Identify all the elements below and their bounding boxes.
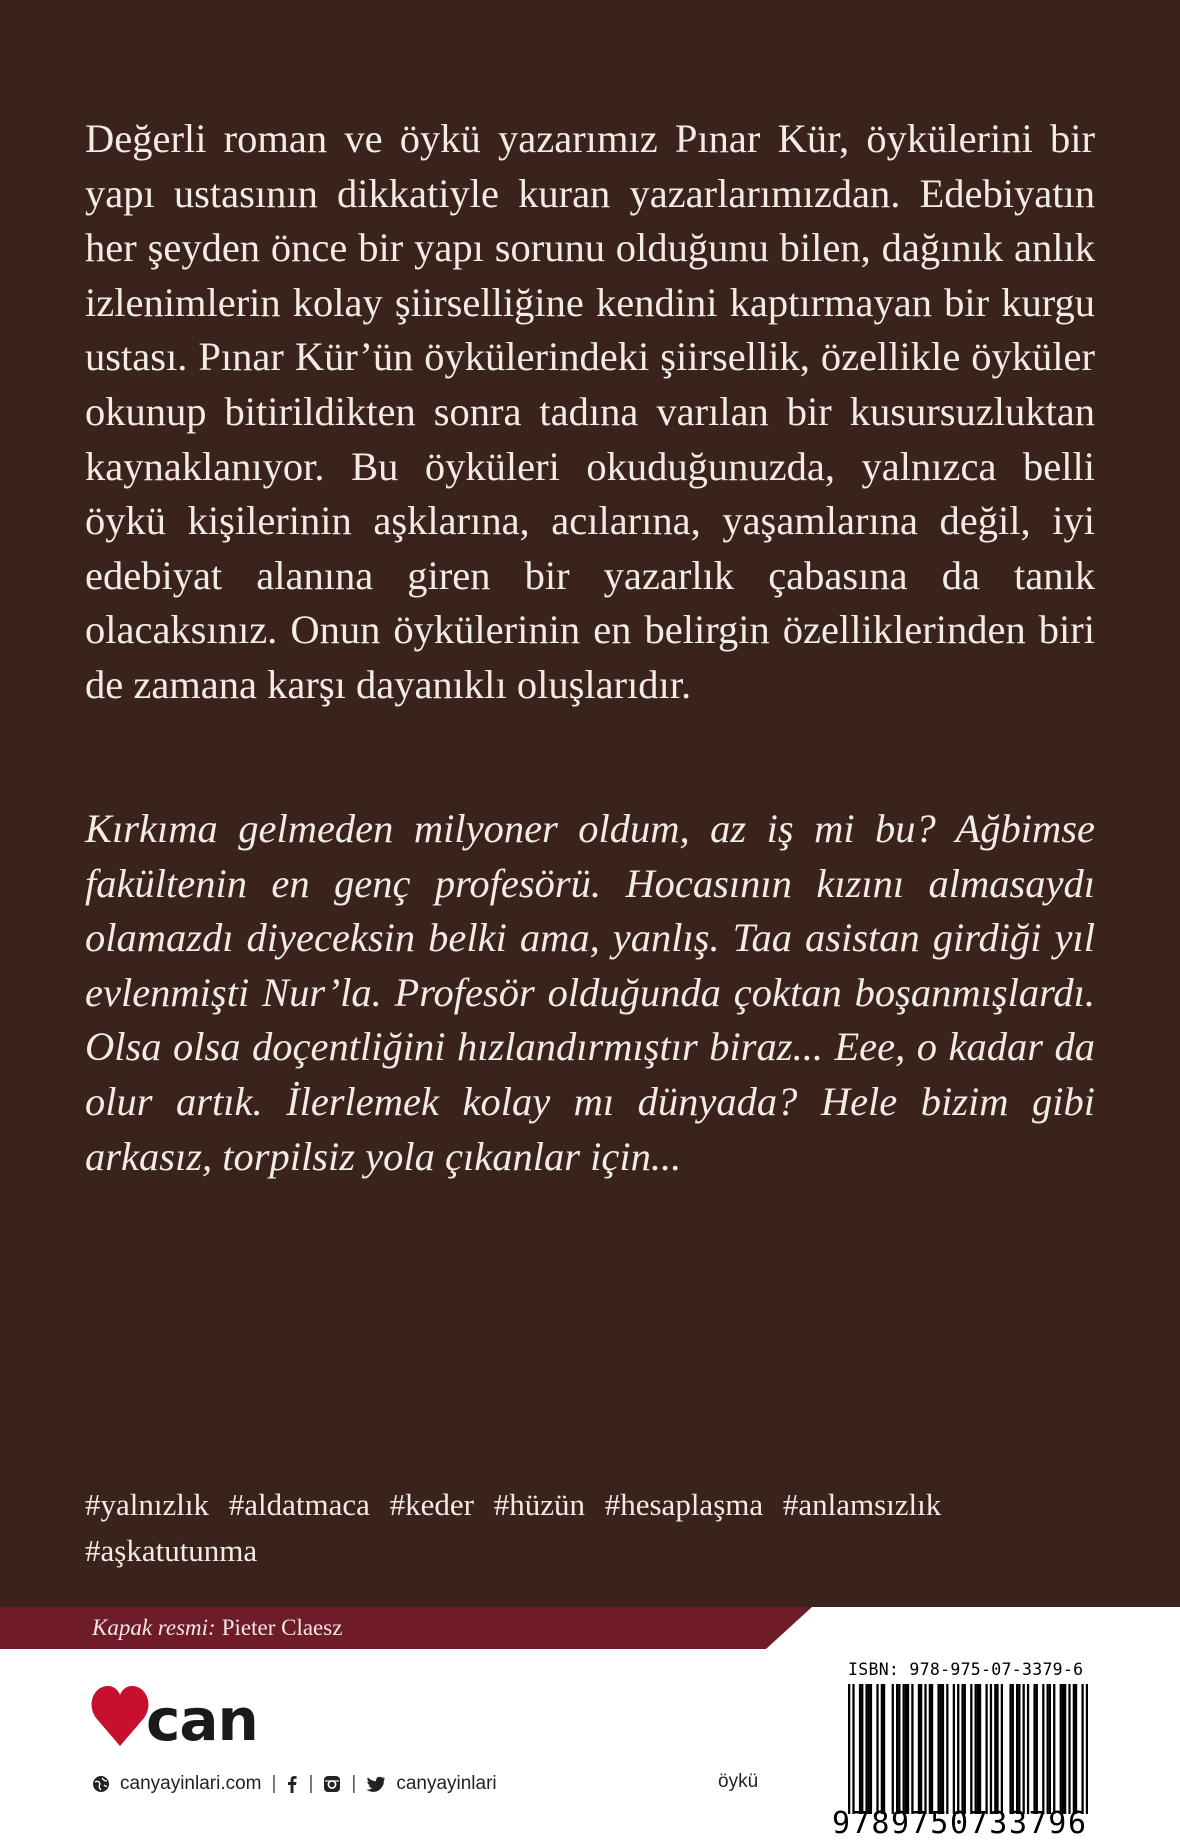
barcode-bar — [957, 1684, 959, 1814]
barcode-bar — [979, 1684, 981, 1814]
hashtag: #yalnızlık — [85, 1487, 209, 1522]
barcode-bar — [977, 1684, 979, 1814]
barcode-bar — [937, 1684, 939, 1814]
barcode-bar — [929, 1684, 931, 1814]
publisher-links — [92, 1769, 497, 1799]
barcode-bar — [848, 1684, 850, 1814]
excerpt-paragraph: Kırkıma gelmeden milyoner oldum, az iş mi bu? Ağbimse fakültenin en genç profesörü. Hocasının kızını almasaydı olamazdı diyeceksin belki ama, yanlış. Taa asistan girdiği yıl evlenmişti Nur’la. Profesör olduğunda çoktan boşanmışlardı. Olsa olsa doçentliğini hızlandırmıştır biraz... Eee, o kadar da olur artık. İlerlemek kolay mı dünyada? Hele bizim gibi arkasız, torpilsiz yola çıkanlar için... — [85, 806, 1095, 1179]
barcode-bar — [903, 1684, 905, 1814]
barcode-bar — [1086, 1684, 1088, 1814]
barcode-bar — [859, 1684, 861, 1814]
barcode-bar — [1036, 1684, 1038, 1814]
genre-label: öykü — [718, 1771, 759, 1792]
barcode-bar — [1053, 1684, 1055, 1814]
hashtag: #hüzün — [493, 1487, 585, 1522]
barcode-bar — [953, 1684, 955, 1814]
barcode-bar — [907, 1684, 909, 1814]
barcode-bar — [911, 1684, 913, 1814]
barcode-bar — [1012, 1684, 1014, 1814]
barcode-bar — [892, 1684, 894, 1814]
barcode-bar — [905, 1684, 907, 1814]
hashtag: #aşkatutunma — [85, 1533, 258, 1568]
barcode-bar — [924, 1684, 926, 1814]
can-logo[interactable] — [90, 1680, 290, 1750]
isbn-digits: 9789750733796 — [832, 1806, 1088, 1841]
barcode-bar — [946, 1684, 948, 1814]
barcode-bar — [1049, 1684, 1051, 1814]
barcode-bar — [1068, 1684, 1070, 1814]
barcode-bar — [994, 1684, 996, 1814]
hashtag: #anlamsızlık — [782, 1487, 942, 1522]
twitter-icon[interactable] — [366, 1776, 386, 1793]
separator: | — [271, 1773, 277, 1794]
barcode-bar — [996, 1684, 998, 1814]
globe-icon — [92, 1775, 110, 1793]
hashtag: #hesaplaşma — [604, 1487, 764, 1522]
barcode-bar — [964, 1684, 966, 1814]
instagram-icon[interactable] — [323, 1775, 341, 1793]
heart-icon — [92, 1686, 149, 1746]
isbn-label: ISBN: 978-975-07-3379-6 — [848, 1660, 1084, 1679]
barcode-bar — [881, 1684, 883, 1814]
barcode-bar — [883, 1684, 885, 1814]
blurb-paragraph: Değerli roman ve öykü yazarımız Pınar Kür, öykülerini bir yapı ustasının dikkatiyle kuran yazarlarımızdan. Edebiyatın her şeyden önce bir yapı sorunu olduğunu bilen, dağınık anlık izlenimlerin kolay şiirselliğine kendini kaptırmayan bir kurgu ustası. Pınar Kür’ün öykülerindeki şiirsellik, özellikle öyküler okunup bitirildikten sonra tadına varılan bir kusursuzluktan kaynaklanıyor. Bu öyküleri okuduğunuzda, yalnızca belli öykü kişilerinin aşklarına, acılarına, yaşamlarına değil, iyi edebiyat alanına giren bir yazarlık çabasına da tanık olacaksınız. Onun öykülerinin en belirgin özelliklerinden biri de zamana karşı dayanıklı oluşlarıdır. — [85, 116, 1095, 707]
barcode-bar — [852, 1684, 854, 1814]
credit-artist: Pieter Claesz — [221, 1615, 343, 1640]
barcode-bar — [1064, 1684, 1066, 1814]
barcode-bar — [865, 1684, 867, 1814]
barcode-bar — [868, 1684, 870, 1814]
barcode-bar — [1027, 1684, 1029, 1814]
barcode-bar — [1062, 1684, 1064, 1814]
separator: | — [308, 1773, 314, 1794]
barcode-bar — [1047, 1684, 1049, 1814]
barcode-bar — [1009, 1684, 1011, 1814]
hashtag: #keder — [389, 1487, 474, 1522]
barcode-bar — [896, 1684, 898, 1814]
logo-wordmark: can — [146, 1686, 258, 1750]
hashtag-list — [85, 1482, 1095, 1574]
barcode-bar — [1001, 1684, 1003, 1814]
credit-label: Kapak resmi: — [92, 1615, 216, 1640]
barcode-bar — [1016, 1684, 1018, 1814]
barcode-bar — [1042, 1684, 1044, 1814]
barcode-bar — [970, 1684, 972, 1814]
barcode-bar — [1081, 1684, 1083, 1814]
barcode-bar — [918, 1684, 920, 1814]
barcode-bar — [975, 1684, 977, 1814]
hashtag: #aldatmaca — [228, 1487, 370, 1522]
barcode-bar — [898, 1684, 900, 1814]
barcode-bar — [920, 1684, 922, 1814]
barcode-bar — [870, 1684, 872, 1814]
barcode-bar — [1018, 1684, 1020, 1814]
barcode-bar — [990, 1684, 992, 1814]
barcode-bar — [1023, 1684, 1025, 1814]
barcode-bar — [876, 1684, 878, 1814]
barcode-bar — [1060, 1684, 1062, 1814]
cover-credit — [92, 1614, 342, 1642]
facebook-icon[interactable] — [286, 1775, 298, 1793]
barcode-bar — [1075, 1684, 1077, 1814]
barcode-bar — [861, 1684, 863, 1814]
website-link[interactable]: canyayinlari.com — [120, 1773, 262, 1794]
separator: | — [351, 1773, 357, 1794]
barcode-bar — [961, 1684, 963, 1814]
barcode — [848, 1684, 1088, 1814]
barcode-bar — [940, 1684, 942, 1814]
social-handle-link[interactable]: canyayinlari — [396, 1773, 497, 1794]
barcode-bar — [942, 1684, 944, 1814]
barcode-bar — [1073, 1684, 1075, 1814]
barcode-bar — [931, 1684, 933, 1814]
barcode-bar — [1033, 1684, 1035, 1814]
barcode-bar — [985, 1684, 987, 1814]
